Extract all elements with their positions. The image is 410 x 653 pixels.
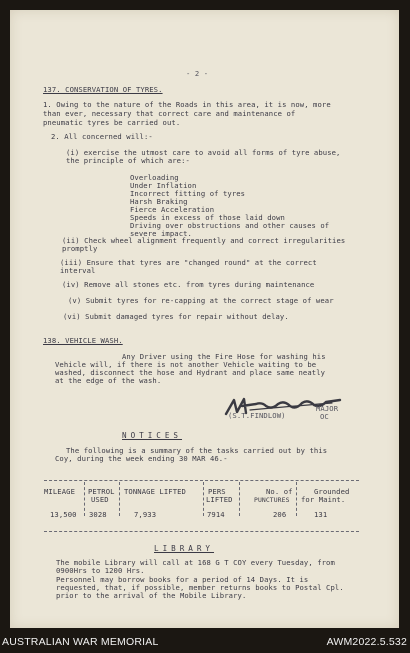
abuse-item: Incorrect fitting of tyres	[130, 189, 246, 198]
abuse-item: Speeds in excess of those laid down	[130, 213, 285, 222]
item-i-line-2: the principle of which are:-	[66, 156, 190, 165]
table-bottom-rule	[44, 531, 359, 532]
value-mileage: 13,500	[50, 510, 77, 519]
abuse-item: Harsh Braking	[130, 197, 188, 206]
item-iv: (iv) Remove all stones etc. from tyres during maintenance	[62, 280, 315, 289]
signature-name: (S.T.FINDLOW)	[228, 411, 286, 420]
library-line-5: prior to the arrival of the Mobile Library.	[56, 591, 247, 600]
col-header-grounded: Grounded	[314, 487, 350, 496]
col-header-no-of: No. of	[266, 487, 293, 496]
wash-line-4: at the edge of the wash.	[55, 376, 162, 385]
col-header-lifted: LIFTED	[206, 495, 233, 504]
notices-intro-line-1: The following is a summary of the tasks carried out by this	[66, 446, 328, 455]
signature-rank: MAJOR	[316, 404, 339, 413]
table-divider	[203, 482, 204, 516]
abuse-item: Under Inflation	[130, 181, 197, 190]
col-header-punctures: PUNCTURES	[254, 496, 290, 504]
abuse-item: Driving over obstructions and other causes of	[130, 221, 330, 230]
value-petrol-used: 3028	[89, 510, 107, 519]
item-v: (v) Submit tyres for re-capping at the correct stage of wear	[68, 296, 334, 305]
value-punctures: 206	[273, 510, 287, 519]
notices-heading: NOTICES	[122, 431, 183, 440]
section-138-heading: 138. VEHICLE WASH.	[43, 336, 123, 345]
value-pers-lifted: 7914	[207, 510, 225, 519]
value-tonnage-lifted: 7,933	[134, 510, 157, 519]
wash-line-3: washed, disconnect the hose and Hydrant and place same neatly	[55, 368, 326, 377]
wash-line-2: Vehicle will, if there is not another Vehicle waiting to be	[55, 360, 317, 369]
item-iii-line-2: interval	[60, 266, 96, 275]
library-heading: LIBRARY	[154, 544, 215, 553]
page-number: - 2 -	[186, 69, 209, 78]
col-header-for-maint: for Maint.	[301, 495, 346, 504]
item-iii-line-1: (iii) Ensure that tyres are "changed round" at the correct	[60, 258, 317, 267]
table-top-rule	[44, 480, 359, 481]
footer-catalog-id: AWM2022.5.532	[326, 636, 407, 648]
para-1-line-2: than ever, necessary that correct care and maintenance of	[43, 109, 296, 118]
para-1-line-3: pneumatic tyres be carried out.	[43, 118, 181, 127]
col-header-used: USED	[91, 495, 109, 504]
value-grounded: 131	[314, 510, 328, 519]
library-line-2: 0900Hrs to 1200 Hrs.	[56, 566, 145, 575]
item-ii-line-1: (ii) Check wheel alignment frequently and correct irregularities	[62, 236, 346, 245]
footer-institution: AUSTRALIAN WAR MEMORIAL	[2, 636, 159, 648]
item-ii-line-2: promptly	[62, 244, 98, 253]
table-divider	[239, 482, 240, 516]
col-header-mileage: MILEAGE	[44, 487, 75, 496]
item-i-line-1: (i) exercise the utmost care to avoid all forms of tyre abuse,	[66, 148, 341, 157]
wash-line-1: Any Driver using the Fire Hose for washing his	[122, 352, 326, 361]
notices-intro-line-2: Coy, during the week ending 30 MAR 46.-	[55, 454, 228, 463]
abuse-item: Overloading	[130, 173, 179, 182]
abuse-item: severe impact.	[130, 229, 192, 238]
table-divider	[119, 482, 120, 516]
para-2: 2. All concerned will:-	[51, 132, 153, 141]
para-1-line-1: 1. Owing to the nature of the Roads in this area, it is now, more	[43, 100, 331, 109]
signature-role: OC	[320, 412, 329, 421]
library-line-4: requested, that, if possible, member returns books to Postal Cpl.	[56, 583, 344, 592]
col-header-pers: PERS	[208, 487, 226, 496]
col-header-petrol: PETROL	[88, 487, 115, 496]
abuse-item: Fierce Acceleration	[130, 205, 215, 214]
col-header-tonnage: TONNAGE LIFTED	[124, 487, 186, 496]
archive-footer	[0, 628, 410, 653]
library-line-1: The mobile Library will call at 168 G T COY every Tuesday, from	[56, 558, 335, 567]
table-divider	[296, 482, 297, 516]
item-vi: (vi) Submit damaged tyres for repair without delay.	[63, 312, 289, 321]
table-divider	[84, 482, 85, 516]
library-line-3: Personnel may borrow books for a period of 14 Days. It is	[56, 575, 309, 584]
section-137-heading: 137. CONSERVATION OF TYRES.	[43, 85, 163, 94]
